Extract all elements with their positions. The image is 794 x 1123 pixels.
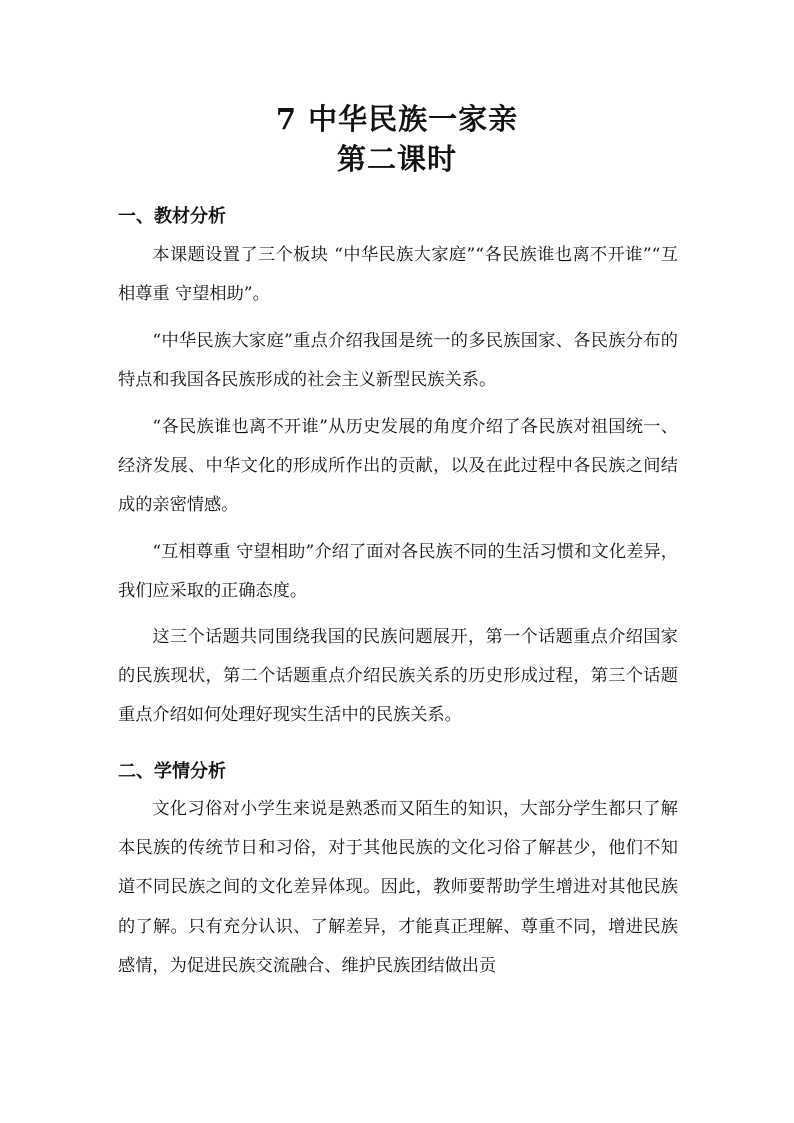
paragraph: 本课题设置了三个板块 “中华民族大家庭”“各民族谁也离不开谁”“互相尊重 守望相助”。 xyxy=(118,245,678,305)
document-subtitle: 第二课时 xyxy=(336,142,457,176)
paragraph: 这三个话题共同围绕我国的民族问题展开，第一个话题重点介绍国家的民族现状，第二个话题重点介绍民族关系的历史形成过程，第三个话题重点介绍如何处理好现实生活中的民族关系。 xyxy=(118,627,678,726)
paragraph: “中华民族大家庭”重点介绍我国是统一的多民族国家、各民族分布的特点和我国各民族形成的社会主义新型民族关系。 xyxy=(118,331,678,391)
paragraph: 文化习俗对小学生来说是熟悉而又陌生的知识，大部分学生都只了解本民族的传统节日和习俗，对于其他民族的文化习俗了解甚少，他们不知道不同民族之间的文化差异体现。因此，教师要帮助学生增进对其他民族的了解。只有充分认识、了解差异，才能真正理解、尊重不同，增进民族感情，为促进民族交流融合、维护民族团结做出贡 xyxy=(118,799,678,976)
section-heading-student-analysis: 二、学情分析 xyxy=(118,761,226,782)
section-heading-textbook-analysis: 一、教材分析 xyxy=(118,206,226,227)
paragraph: “互相尊重 守望相助”介绍了面对各民族不同的生活习惯和文化差异，我们应采取的正确态度。 xyxy=(118,542,678,602)
document-title: 7 中华民族一家亲 xyxy=(275,102,519,136)
paragraph: “各民族谁也离不开谁”从历史发展的角度介绍了各民族对祖国统一、经济发展、中华文化的形成所作出的贡献，以及在此过程中各民族之间结成的亲密情感。 xyxy=(118,417,678,516)
